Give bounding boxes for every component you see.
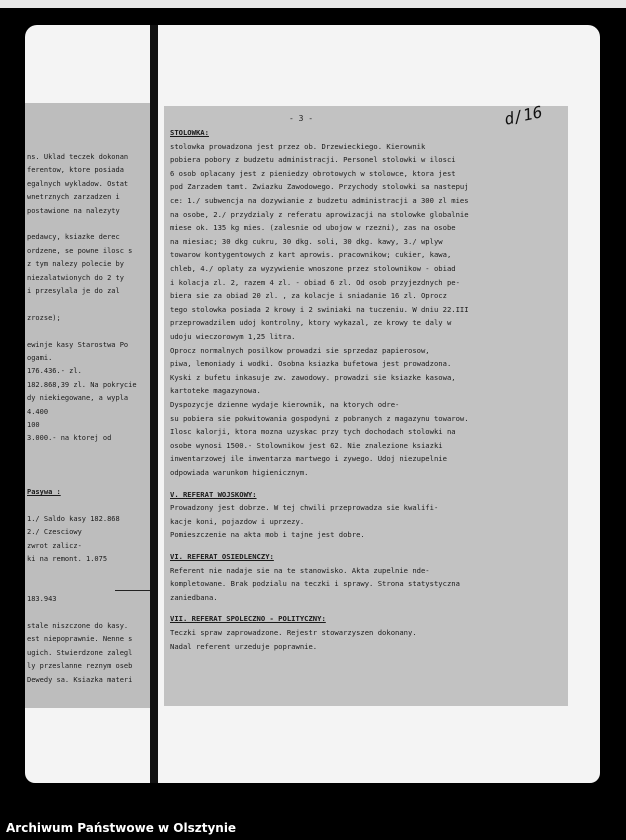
left-page-line: stale niszczone do kasy. <box>27 622 129 630</box>
document-line: towarow kontygentowych z kart aprowis. pracownikow; cukier, kawa, <box>170 250 452 260</box>
document-line: Nadal referent urzeduje poprawnie. <box>170 641 318 651</box>
document-line: udoju wieczorowym 1,25 litra. <box>170 332 296 341</box>
document-line: tego stolowka posiada 2 krowy i 2 swiniaki na tuczeniu. W dniu 22.III <box>170 304 469 314</box>
document-line: stolowka prowadzona jest przez ob. Drzewieckiego. Kierownik <box>170 141 426 151</box>
sum-rule <box>115 590 150 591</box>
left-page-line: Pasywa : <box>27 488 61 496</box>
document-line: przeprowadzilem udoj kontrolny, ktory wykazal, ze krowy te daly w <box>170 318 452 328</box>
document-line: Referent nie nadaje sie na te stanowisko. Akta zupelnie nde- <box>170 565 430 575</box>
left-page-line: ugich. Stwierdzone zalegl <box>27 648 133 657</box>
left-page-line: 2./ Czesciowy <box>27 528 82 537</box>
document-line: pod Zarzadem tamt. Zwiazku Zawodowego. Przychody stolowki sa nastepuj <box>170 182 469 192</box>
document-line: odpowiada warunkom higienicznym. <box>170 468 309 477</box>
document-line: kompletowane. Brak podzialu na teczki i sprawy. Strona statystyczna <box>170 579 460 589</box>
left-page-line: 4.400 <box>27 407 49 416</box>
document-line: Oprocz normalnych posilkow prowadzi sie sprzedaz papierosow, <box>170 345 430 355</box>
document-line: piwa, lemoniady i wodki. Osobna ksiazka bufetowa jest prowadzona. <box>170 359 452 369</box>
document-line: Kyski z bufetu inkasuje zw. zawodowy. prowadzi sie ksiazke kasowa, <box>170 372 456 382</box>
document-line: biera sie za obiad 20 zl. , za kolacje i sniadanie 16 zl. Oprocz <box>170 291 447 301</box>
left-page-line: ly przeslanne reznym oseb <box>27 662 133 671</box>
left-page-line: ogami. <box>27 354 53 362</box>
top-strip <box>0 0 626 8</box>
document-line: kacje koni, pojazdow i uprzezy. <box>170 516 305 526</box>
left-page-line: z tym nalezy polecie by <box>27 260 124 269</box>
handwritten-annotation: d/16 <box>502 102 545 129</box>
left-page-line: est niepoprawnie. Nenne s <box>27 635 133 644</box>
left-page-line: postawione na nalezyty <box>27 206 120 215</box>
left-page-line: ordzene, se powne ilosc s <box>27 246 133 255</box>
left-page-line: 176.436.- zl. <box>27 367 82 376</box>
document-line: Pomieszczenie na akta mob i tajne jest dobre. <box>170 530 365 540</box>
document-line: na osobe, 2./ przydzialy z referatu aprowizacji na stolowke globalnie <box>170 209 469 219</box>
left-page-line: zrozse); <box>27 313 61 322</box>
document-line: inwentarzowej ile inwentarza martwego i zywego. Udoj niezupelnie <box>170 454 447 464</box>
document-line: su pobiera sie pokwitowania gospodyni z pobranych z magazynu towarow. <box>170 413 469 423</box>
page-number: - 3 - <box>289 114 314 123</box>
left-page-line: 183.943 <box>27 595 57 604</box>
document-line: 6 osob oplacany jest z pieniedzy obrotowych w stolowce, ktora jest <box>170 168 456 178</box>
left-page-line: i przesylala je do zal <box>27 287 120 295</box>
left-page-line: dy niekiegowane, a wypla <box>27 394 129 403</box>
left-page-line: egalnych wykladow. Ostat <box>27 179 129 188</box>
document-line: Dyspozycje dzienne wydaje kierownik, na ktorych odre- <box>170 400 400 409</box>
section-heading: STOLOWKA: <box>170 128 209 137</box>
document-line: ce: 1./ subwencja na dozywianie z budzetu administracji a 300 zl mies <box>170 196 469 205</box>
document-text-area <box>164 102 568 706</box>
left-page-line: 100 <box>27 421 40 429</box>
left-page-line: wnetrznych zarzadzen i <box>27 193 120 202</box>
left-page-text-area <box>25 103 150 708</box>
left-page-line: niezalatwionych do 2 ty <box>27 273 124 282</box>
document-line: i kolacja zl. 2, razem 4 zl. - obiad 6 zl. Od osob przyjezdnych pe- <box>170 277 460 287</box>
left-page-line: ferentow, ktore posiada <box>27 166 124 175</box>
left-page-line: pedawcy, ksiazke derec <box>27 233 120 242</box>
left-page-line: ewinje kasy Starostwa Po <box>27 340 129 349</box>
right-page <box>158 25 600 783</box>
document-line: kartoteke magazynowa. <box>170 386 261 396</box>
document-line: chleb, 4./ oplaty za wyzywienie wnoszone przez stolownikow - obiad <box>170 264 456 273</box>
document-line: Prowadzony jest dobrze. W tej chwili przeprowadza sie kwalifi- <box>170 503 439 513</box>
section-heading: VI. REFERAT OSIEDLENCZY: <box>170 552 274 561</box>
left-page-line: Dewedy sa. Ksiazka materi <box>27 675 133 684</box>
document-line: miese ok. 135 kg mies. (zalesnie od ubojow w rzezni), zas na osobe <box>170 223 456 233</box>
document-line: Teczki spraw zaprowadzone. Rejestr stowarzyszen dokonany. <box>170 628 417 637</box>
document-line: osobe wynosi 1500.- Stolownikow jest 62. Nie znalezione ksiazki <box>170 440 443 450</box>
section-heading: V. REFERAT WOJSKOWY: <box>170 489 257 499</box>
footer-bar <box>0 814 626 840</box>
left-page-line: 3.000.- na ktorej od <box>27 434 112 443</box>
section-heading: VII. REFERAT SPOLECZNO - POLITYCZNY: <box>170 614 326 624</box>
left-page <box>25 25 150 783</box>
document-line: pobiera pobory z budzetu administracji. Personel stolowki w ilosci <box>170 155 456 165</box>
left-page-line: 1./ Saldo kasy 182.868 <box>27 514 120 523</box>
archive-label: Archiwum Państwowe w Olsztynie <box>6 821 237 835</box>
left-page-line: 182.868,39 zl. Na pokrycie <box>27 380 137 389</box>
book-spine <box>150 25 158 783</box>
document-line: Ilosc kalorji, ktora mozna uzyskac przy tych dochodach stolowki na <box>170 427 456 437</box>
document-line: zaniedbana. <box>170 592 218 602</box>
document-line: na miesiac; 30 dkg cukru, 30 dkg. soli, 30 dkg. kawy, 3./ wplyw <box>170 236 443 246</box>
left-page-line: ki na remont. 1.075 <box>27 555 108 563</box>
left-page-line: ns. Uklad teczek dokonan <box>27 153 129 161</box>
left-page-line: zwrot zalicz- <box>27 541 82 550</box>
